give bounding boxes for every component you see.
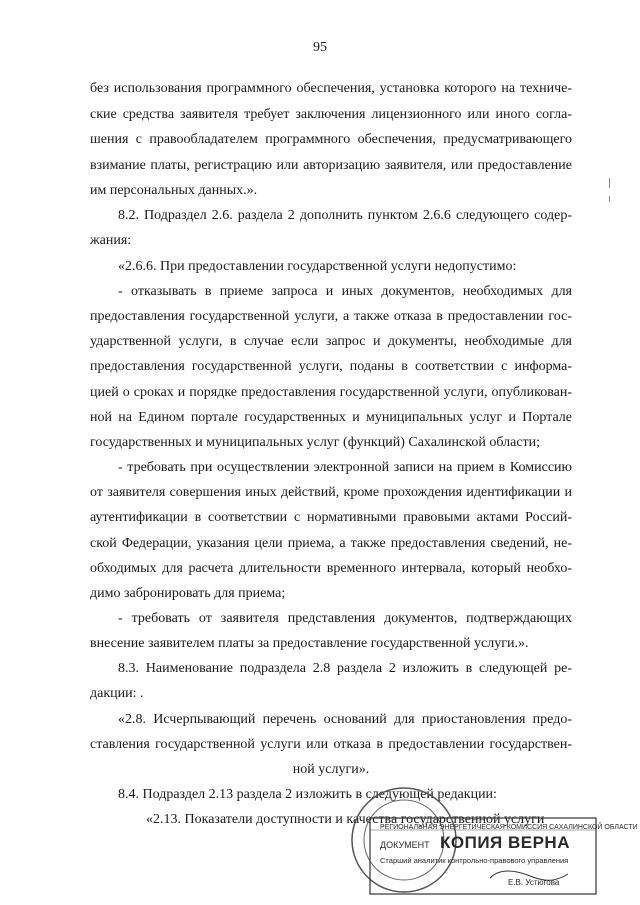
text-line: ударственной услуги, в случае если запрос и документы, необходимые для bbox=[90, 334, 572, 349]
text-line: димо забронировать для приема; bbox=[90, 586, 286, 601]
stamp-org: РЕГИОНАЛЬНАЯ ЭНЕРГЕТИЧЕСКАЯ КОМИССИЯ САХАЛИНСКОЙ ОБЛАСТИ bbox=[380, 824, 638, 831]
text-line: - требовать при осуществлении электронной записи на прием в Комиссию bbox=[118, 460, 572, 475]
text-line: ставления государственной услуги или отказа в предоставлении государствен- bbox=[90, 737, 572, 752]
text-line: цией о сроках и порядке предоставления государственной услуги, опубликован- bbox=[90, 385, 572, 400]
text-line: 8.4. Подраздел 2.13 раздела 2 изложить в следующей редакции: bbox=[118, 787, 497, 802]
text-line: ной услуги». bbox=[292, 762, 370, 777]
text-line: им персональных данных.». bbox=[90, 183, 258, 198]
text-line: - отказывать в приеме запроса и иных документов, необходимых для bbox=[118, 284, 572, 299]
text-line: «2.6.6. При предоставлении государственной услуги недопустимо: bbox=[118, 259, 517, 274]
text-line: без использования программного обеспечения, установка которого на техниче- bbox=[90, 81, 572, 96]
text-line: аутентификации в соответствии с нормативными правовыми актами Россий- bbox=[90, 510, 572, 525]
text-line: предоставления государственной услуги, поданы в соответствии с информа- bbox=[90, 359, 572, 374]
text-line: - требовать от заявителя представления документов, подтверждающих bbox=[118, 611, 572, 626]
text-line: от заявителя совершения иных действий, кроме прохождения идентификации и bbox=[90, 485, 572, 500]
margin-mark bbox=[609, 196, 610, 202]
text-line: шения с правообладателем программного обеспечения, предусматривающего bbox=[90, 132, 572, 147]
page-number: 95 bbox=[313, 40, 327, 55]
text-line: внесение заявителем платы за предоставление государственной услуги.». bbox=[90, 636, 529, 651]
text-line: взимание платы, регистрацию или авторизацию заявителя, или предоставление bbox=[90, 158, 572, 173]
text-line: ской Федерации, указания цели приема, а также предоставления сведений, не- bbox=[90, 536, 572, 551]
text-line: обходимых для расчета длительности временного интервала, который необхо- bbox=[90, 561, 572, 576]
text-line: предоставления государственной услуги, а также отказа в предоставлении гос- bbox=[90, 309, 572, 324]
text-line: 8.2. Подраздел 2.6. раздела 2 дополнить пунктом 2.6.6 следующего содер- bbox=[118, 208, 572, 223]
stamp-doc-label: ДОКУМЕНТ bbox=[380, 840, 430, 850]
margin-mark bbox=[609, 178, 610, 188]
stamp-title: КОПИЯ ВЕРНА bbox=[440, 833, 570, 852]
text-line: «2.8. Исчерпывающий перечень оснований для приостановления предо- bbox=[118, 712, 572, 727]
text-line: государственных и муниципальных услуг (функций) Сахалинской области; bbox=[90, 435, 541, 450]
text-line: 8.3. Наименование подраздела 2.8 раздела 2 изложить в следующей ре- bbox=[118, 661, 572, 676]
stamp-position: Старший аналитик контрольно-правового управления bbox=[380, 856, 569, 865]
text-line: «2.13. Показатели доступности и качества государственной услуги bbox=[146, 812, 545, 827]
text-line: жания: bbox=[90, 233, 132, 248]
certification-stamp bbox=[340, 778, 638, 896]
text-line: ские средства заявителя требует заключения лицензионного или иного согла- bbox=[90, 107, 572, 122]
text-line: ной на Едином портале государственных и муниципальных услуг и Портале bbox=[90, 410, 572, 425]
text-line: дакции: . bbox=[90, 686, 144, 701]
stamp-name: Е.В. Устюгова bbox=[508, 878, 560, 887]
